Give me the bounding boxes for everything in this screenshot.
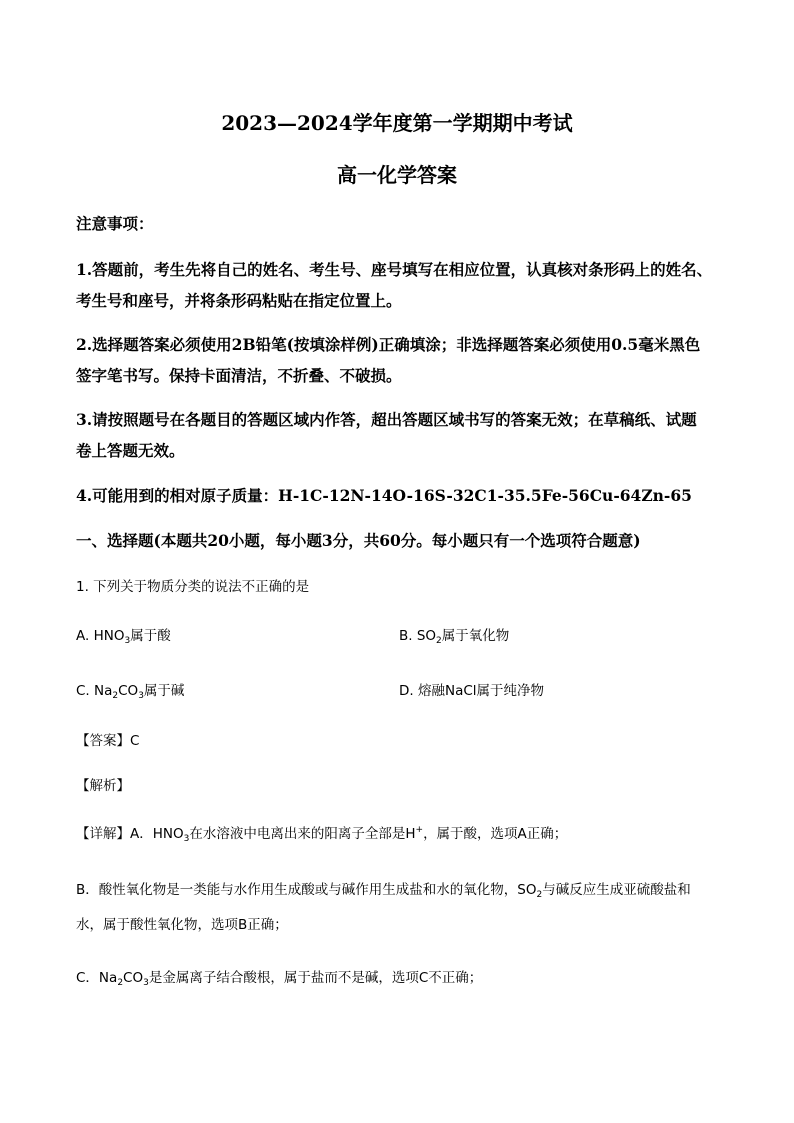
option-a-subscript: 3 [124,636,131,646]
detail-c-suffix: 是金属离子结合酸根，属于盐而不是碱，选项C不正确； [148,970,483,986]
exam-title: 2023—2024学年度第一学期期中考试 [221,111,573,135]
option-c-subscript-1: 2 [112,691,119,701]
option-a-suffix: 属于酸 [130,628,171,644]
option-c-subscript-2: 3 [138,691,144,701]
option-d-text: D. 熔融NaCl属于纯净物 [399,683,545,699]
notice-item-1-line-2: 考生号和座号，并将条形码粘贴在指定位置上。 [76,291,402,310]
option-a-prefix: A. HNO [76,628,125,644]
notice-item-3-line-1: 3.请按照题号在各题目的答题区域内作答，超出答题区域书写的答案无效；在草稿纸、试题 [76,410,697,429]
section-heading: 一、选择题(本题共20小题，每小题3分，共60分。每小题只有一个选项符合题意) [76,531,641,550]
option-b-prefix: B. SO [399,628,437,644]
detail-a-mid: 在水溶液中电离出来的阳离子全部是H [189,826,416,842]
detail-b-line-1 [76,878,726,898]
question-stem: 1. 下列关于物质分类的说法不正确的是 [76,579,310,595]
detail-a-suffix: ，属于酸，选项A正确； [423,826,568,842]
analysis-label: 【解析】 [76,778,130,794]
option-b-subscript: 2 [436,636,442,646]
option-b-suffix: 属于氧化物 [441,628,510,644]
detail-a-prefix: 【详解】A．HNO [76,826,184,842]
detail-a-superscript: + [415,825,424,835]
option-c-suffix: 属于碱 [143,683,185,699]
detail-a [76,822,726,842]
detail-c-subscript-1: 2 [117,978,124,988]
detail-b-subscript: 2 [536,890,543,900]
notice-heading: 注意事项： [76,214,154,233]
option-c [76,679,184,699]
detail-c-mid: CO [123,970,144,986]
option-b [399,624,509,644]
detail-c [76,966,726,986]
detail-b-line-2: 水，属于酸性氧化物，选项B正确； [76,917,288,933]
notice-item-3-line-2: 卷上答题无效。 [76,441,185,460]
option-c-mid: CO [118,683,139,699]
option-a [76,624,171,644]
notice-item-2-line-1: 2.选择题答案必须使用2B铅笔(按填涂样例)正确填涂；非选择题答案必须使用0.5毫米黑色 [76,335,701,354]
answer-line: 【答案】C [76,733,140,749]
detail-b-suffix: 与碱反应生成亚硫酸盐和 [542,882,691,898]
notice-item-2-line-2: 签字笔书写。保持卡面清洁，不折叠、不破损。 [76,366,402,385]
notice-item-1-line-1: 1.答题前，考生先将自己的姓名、考生号、座号填写在相应位置，认真核对条形码上的姓名、 [76,260,713,279]
option-c-prefix: C. Na [76,683,113,699]
detail-c-subscript-2: 3 [143,978,149,988]
notice-item-4: 4.可能用到的相对原子质量：H-1C-12N-14O-16S-32C1-35.5Fe-56Cu-64Zn-65 [76,486,692,505]
detail-c-prefix: C．Na [76,970,118,986]
detail-b-prefix: B．酸性氧化物是一类能与水作用生成酸或与碱作用生成盐和水的氧化物，SO [76,882,537,898]
option-d [399,679,544,699]
exam-subtitle: 高一化学答案 [337,163,457,187]
detail-a-subscript: 3 [183,834,190,844]
